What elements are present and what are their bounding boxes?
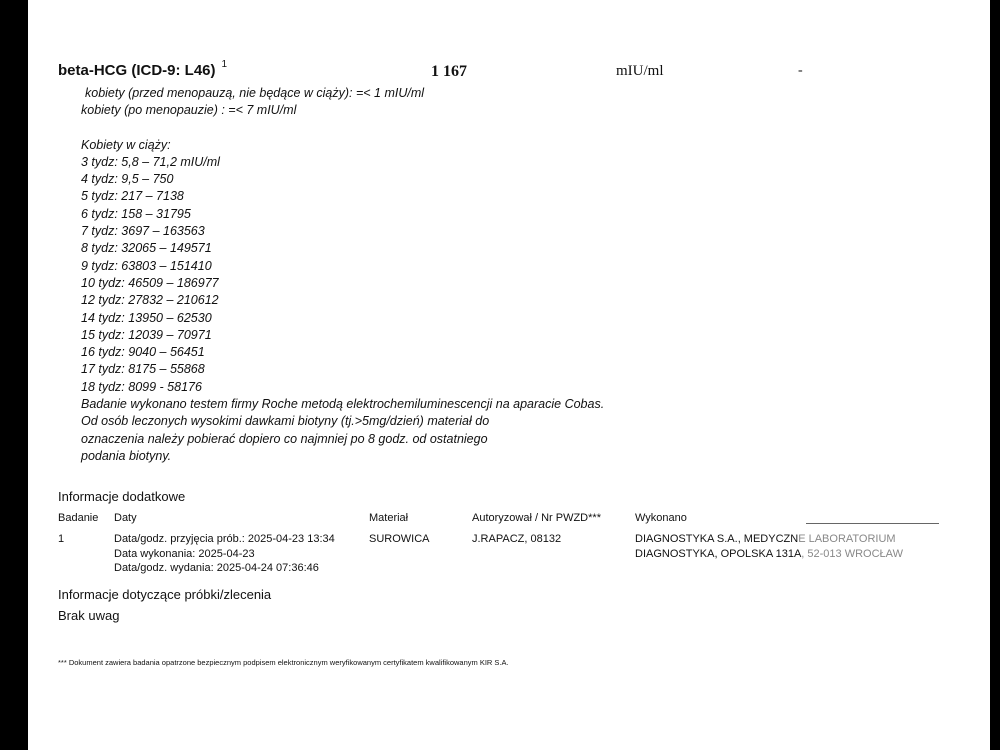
week-range: 8 tydz: 32065 – 149571: [81, 241, 212, 256]
week-range: 18 tydz: 8099 - 58176: [81, 379, 202, 394]
footnote: *** Dokument zawiera badania opatrzone bezpiecznym podpisem elektronicznym weryfikowanym certyfikatem kwalifikowanym KIR S.A.: [58, 658, 509, 667]
header-wykonano: Wykonano: [635, 512, 687, 524]
method-line: Badanie wykonano testem firmy Roche metodą elektrochemiluminescencji na aparacie Cobas.: [81, 397, 605, 412]
method-line: podania biotyny.: [81, 448, 172, 463]
week-range: 5 tydz: 217 – 7138: [81, 189, 184, 204]
week-range: 14 tydz: 13950 – 62530: [81, 310, 212, 325]
ref-line: kobiety (przed menopauzą, nie będące w ciąży): =< 1 mIU/ml: [85, 86, 425, 100]
lab-line-1: DIAGNOSTYKA S.A., MEDYCZNE LABORATORIUM: [635, 533, 896, 545]
row-dates: [114, 532, 335, 576]
week-range: 3 tydz: 5,8 – 71,2 mIU/ml: [81, 154, 220, 169]
date-performed: Data wykonania: 2025-04-23: [114, 547, 255, 560]
test-name-text: beta-HCG (ICD-9: L46): [58, 62, 216, 79]
week-range: 17 tydz: 8175 – 55868: [81, 362, 205, 377]
date-issued: Data/godz. wydania: 2025-04-24 07:36:46: [114, 562, 319, 574]
ref-line: kobiety (po menopauzie) : =< 7 mIU/ml: [81, 103, 297, 118]
document-page: [28, 0, 990, 750]
method-line: Od osób leczonych wysokimi dawkami biotyny (tj.>5mg/dzień) materiał do: [81, 414, 490, 429]
week-range: 16 tydz: 9040 – 56451: [81, 345, 205, 360]
test-name: [58, 59, 228, 79]
lab-line-2: DIAGNOSTYKA, OPOLSKA 131A, 52-013 WROCŁAW: [635, 547, 903, 560]
header-autoryzowal: Autoryzował / Nr PWZD***: [472, 512, 601, 524]
date-received: Data/godz. przyjęcia prób.: 2025-04-23 13:34: [114, 533, 335, 545]
header-daty: Daty: [114, 512, 137, 524]
note-marker: 1: [221, 59, 228, 70]
row-badanie: 1: [58, 533, 65, 545]
week-range: 9 tydz: 63803 – 151410: [81, 258, 212, 273]
row-autoryzowal: J.RAPACZ, 08132: [472, 533, 562, 545]
reference-ranges: [81, 85, 604, 465]
row-material: SUROWICA: [369, 533, 430, 545]
week-range: 10 tydz: 46509 – 186977: [81, 275, 219, 290]
header-badanie: Badanie: [58, 512, 99, 524]
remarks: Brak uwag: [58, 608, 120, 623]
test-result: 1 167: [431, 63, 467, 80]
week-range: 6 tydz: 158 – 31795: [81, 206, 191, 221]
pregnant-title: Kobiety w ciąży:: [81, 137, 171, 152]
test-unit: mIU/ml: [616, 63, 664, 79]
week-range: 15 tydz: 12039 – 70971: [81, 327, 212, 342]
info-title: Informacje dodatkowe: [58, 489, 186, 504]
method-line: oznaczenia należy pobierać dopiero co najmniej po 8 godz. od ostatniego: [81, 431, 488, 446]
row-wykonano: [635, 532, 903, 561]
week-range: 7 tydz: 3697 – 163563: [81, 224, 205, 239]
sample-info-title: Informacje dotyczące próbki/zlecenia: [58, 587, 272, 602]
week-range: 4 tydz: 9,5 – 750: [81, 172, 174, 187]
week-range: 12 tydz: 27832 – 210612: [81, 293, 219, 308]
test-flag: -: [798, 63, 803, 78]
header-material: Materiał: [369, 512, 409, 524]
signature-line: [806, 523, 939, 524]
